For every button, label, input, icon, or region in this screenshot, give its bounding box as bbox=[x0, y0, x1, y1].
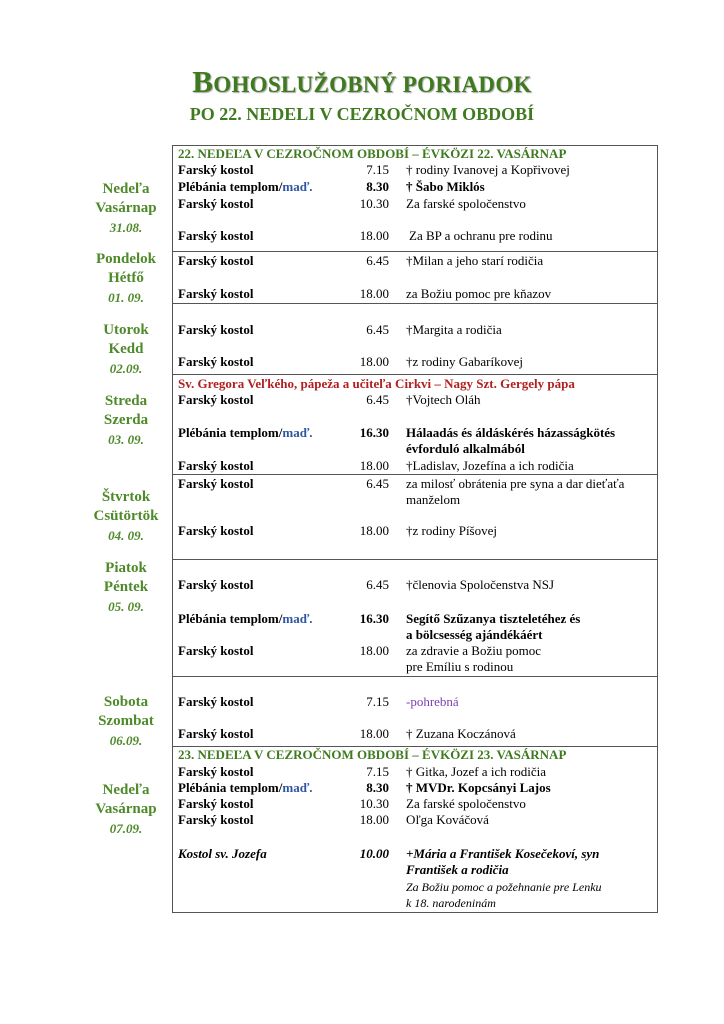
hungarian-label: maď. bbox=[282, 425, 313, 440]
day-hu: Szombat bbox=[98, 713, 154, 729]
mass-intention: pre Emíliu s rodinou bbox=[406, 659, 514, 674]
feast-header: Sv. Gregora Veľkého, pápeža a učiteľa Cirkvi – Nagy Szt. Gergely pápa bbox=[178, 376, 575, 391]
church-name bbox=[178, 780, 312, 796]
row-divider bbox=[173, 374, 657, 375]
mass-time: 18.00 bbox=[359, 458, 389, 473]
mass-intention: František a rodičia bbox=[406, 862, 509, 877]
mass-intention: za Božiu pomoc pre kňazov bbox=[406, 286, 552, 301]
mass-intention: Oľga Kováčová bbox=[406, 812, 489, 827]
church-name: Farský kostol bbox=[178, 392, 254, 407]
mass-row bbox=[173, 862, 657, 878]
mass-time: 7.15 bbox=[366, 764, 389, 779]
mass-intention: +Mária a František Kosečekoví, syn bbox=[406, 846, 600, 861]
mass-intention: évforduló alkalmából bbox=[406, 441, 525, 456]
mass-row bbox=[173, 895, 657, 911]
day-label bbox=[80, 693, 172, 751]
day-sk: Piatok bbox=[105, 560, 147, 576]
mass-intention: Za BP a ochranu pre rodinu bbox=[409, 228, 553, 243]
mass-row bbox=[173, 441, 657, 457]
mass-intention: Za Božiu pomoc a požehnanie pre Lenku bbox=[406, 880, 602, 894]
mass-time: 8.30 bbox=[366, 780, 389, 795]
mass-intention: †z rodiny Gabaríkovej bbox=[406, 354, 523, 369]
day-hu: Hétfő bbox=[108, 270, 144, 286]
day-hu: Vasárnap bbox=[95, 801, 157, 817]
church-name: Farský kostol bbox=[178, 476, 254, 491]
schedule-table bbox=[172, 145, 658, 913]
church-name: Farský kostol bbox=[178, 812, 254, 827]
day-label bbox=[80, 180, 172, 238]
church-name: Farský kostol bbox=[178, 322, 254, 337]
mass-row bbox=[173, 846, 657, 862]
mass-row bbox=[173, 354, 657, 370]
mass-row bbox=[173, 228, 657, 244]
day-date: 01. 09. bbox=[108, 290, 144, 305]
mass-intention: † Šabo Miklós bbox=[406, 179, 485, 194]
day-sk: Nedeľa bbox=[102, 782, 150, 798]
mass-row bbox=[173, 458, 657, 474]
day-hu: Vasárnap bbox=[95, 200, 157, 216]
day-sk: Pondelok bbox=[95, 251, 156, 267]
church-name: Farský kostol bbox=[178, 577, 254, 592]
mass-time: 16.30 bbox=[359, 425, 389, 440]
mass-time: 16.30 bbox=[359, 611, 389, 626]
row-divider bbox=[173, 676, 657, 677]
mass-row bbox=[173, 796, 657, 812]
day-date: 03. 09. bbox=[108, 432, 144, 447]
day-date: 07.09. bbox=[109, 821, 143, 836]
church-name: Farský kostol bbox=[178, 694, 254, 709]
title-initial: B bbox=[192, 64, 214, 99]
mass-intention: †Milan a jeho starí rodičia bbox=[406, 253, 544, 268]
row-divider bbox=[173, 559, 657, 560]
church-name bbox=[178, 611, 312, 627]
day-label bbox=[80, 392, 172, 450]
day-label bbox=[80, 250, 172, 308]
church-name: Farský kostol bbox=[178, 286, 254, 301]
church-name: Farský kostol bbox=[178, 253, 254, 268]
mass-time: 18.00 bbox=[359, 812, 389, 827]
hungarian-label: maď. bbox=[282, 611, 313, 626]
church-name: Farský kostol bbox=[178, 196, 254, 211]
mass-time: 6.45 bbox=[366, 577, 389, 592]
mass-row bbox=[173, 643, 657, 659]
day-label bbox=[80, 488, 172, 546]
hungarian-label: maď. bbox=[282, 179, 313, 194]
day-sk: Utorok bbox=[103, 322, 149, 338]
mass-time: 10.00 bbox=[359, 846, 389, 861]
mass-time: 18.00 bbox=[359, 228, 389, 243]
church-name: Kostol sv. Jozefa bbox=[178, 846, 267, 861]
mass-row bbox=[173, 812, 657, 828]
mass-row bbox=[173, 611, 657, 627]
mass-row bbox=[173, 253, 657, 269]
mass-time: 7.15 bbox=[366, 694, 389, 709]
mass-row bbox=[173, 179, 657, 195]
day-label bbox=[80, 559, 172, 617]
mass-intention: Za farské spoločenstvo bbox=[406, 196, 526, 211]
church-name: Farský kostol bbox=[178, 726, 254, 741]
day-sk: Nedeľa bbox=[102, 181, 150, 197]
mass-row bbox=[173, 694, 657, 710]
day-hu: Péntek bbox=[103, 579, 149, 595]
day-hu: Szerda bbox=[103, 412, 149, 428]
mass-row bbox=[173, 879, 657, 895]
church-name: Farský kostol bbox=[178, 764, 254, 779]
mass-row bbox=[173, 577, 657, 593]
mass-intention: †Margita a rodičia bbox=[406, 322, 502, 337]
mass-intention: za zdravie a Božiu pomoc bbox=[406, 643, 541, 658]
church-name: Farský kostol bbox=[178, 162, 254, 177]
day-label bbox=[80, 321, 172, 379]
mass-time: 8.30 bbox=[366, 179, 389, 194]
church-name: Farský kostol bbox=[178, 354, 254, 369]
church-pleb: Plébánia templom/ bbox=[178, 425, 283, 440]
day-sk: Sobota bbox=[103, 694, 149, 710]
mass-row bbox=[173, 492, 657, 508]
mass-row bbox=[173, 162, 657, 178]
mass-intention: † Zuzana Koczánová bbox=[406, 726, 516, 741]
mass-intention: Hálaadás és áldáskérés házasságkötés bbox=[406, 425, 616, 440]
mass-intention: † rodiny Ivanovej a Kopřivovej bbox=[406, 162, 570, 177]
mass-time: 18.00 bbox=[359, 726, 389, 741]
mass-time: 10.30 bbox=[359, 196, 389, 211]
mass-intention: Segítő Szűzanya tiszteletéhez és bbox=[406, 611, 581, 626]
mass-row bbox=[173, 392, 657, 408]
day-hu: Csütörtök bbox=[93, 508, 159, 524]
page-title bbox=[0, 64, 724, 100]
day-label bbox=[80, 781, 172, 839]
day-date: 04. 09. bbox=[108, 528, 144, 543]
mass-intention: za milosť obrátenia pre syna a dar dieťaťa bbox=[406, 476, 625, 491]
mass-row bbox=[173, 523, 657, 539]
church-name: Farský kostol bbox=[178, 228, 254, 243]
day-sk: Štvrtok bbox=[101, 489, 151, 505]
mass-row bbox=[173, 322, 657, 338]
day-date: 31.08. bbox=[109, 220, 143, 235]
row-divider bbox=[173, 474, 657, 475]
mass-time: 10.30 bbox=[359, 796, 389, 811]
sunday-header: 23. NEDEĽA V CEZROČNOM OBDOBÍ – ÉVKÖZI 23. VASÁRNAP bbox=[178, 747, 567, 762]
mass-row bbox=[173, 425, 657, 441]
mass-row bbox=[173, 780, 657, 796]
church-name bbox=[178, 425, 312, 441]
mass-row bbox=[173, 196, 657, 212]
mass-intention: manželom bbox=[406, 492, 461, 507]
mass-time: 6.45 bbox=[366, 253, 389, 268]
mass-row bbox=[173, 659, 657, 675]
church-name: Farský kostol bbox=[178, 796, 254, 811]
mass-intention: a bölcsesség ajándékáért bbox=[406, 627, 543, 642]
mass-time: 6.45 bbox=[366, 322, 389, 337]
day-hu: Kedd bbox=[108, 341, 144, 357]
day-sk: Streda bbox=[104, 393, 148, 409]
mass-row bbox=[173, 476, 657, 492]
mass-time: 6.45 bbox=[366, 392, 389, 407]
mass-intention: Za farské spoločenstvo bbox=[406, 796, 526, 811]
mass-time: 18.00 bbox=[359, 286, 389, 301]
mass-intention: k 18. narodeninám bbox=[406, 896, 496, 910]
day-date: 05. 09. bbox=[108, 599, 144, 614]
mass-time: 7.15 bbox=[366, 162, 389, 177]
sunday-header: 22. NEDEĽA V CEZROČNOM OBDOBÍ – ÉVKÖZI 22. VASÁRNAP bbox=[178, 146, 567, 161]
mass-intention: †Ladislav, Jozefína a ich rodičia bbox=[406, 458, 574, 473]
mass-intention: † Gitka, Jozef a ich rodičia bbox=[406, 764, 547, 779]
mass-intention: †členovia Spoločenstva NSJ bbox=[406, 577, 555, 592]
church-pleb: Plébánia templom/ bbox=[178, 611, 283, 626]
mass-row bbox=[173, 764, 657, 780]
church-name: Farský kostol bbox=[178, 458, 254, 473]
mass-time: 18.00 bbox=[359, 643, 389, 658]
mass-intention: † MVDr. Kopcsányi Lajos bbox=[406, 780, 551, 795]
mass-row bbox=[173, 726, 657, 742]
mass-time: 6.45 bbox=[366, 476, 389, 491]
church-pleb: Plébánia templom/ bbox=[178, 179, 283, 194]
mass-row bbox=[173, 627, 657, 643]
mass-intention: †z rodiny Píšovej bbox=[406, 523, 497, 538]
mass-time: 18.00 bbox=[359, 354, 389, 369]
church-pleb: Plébánia templom/ bbox=[178, 780, 283, 795]
row-divider bbox=[173, 303, 657, 304]
row-divider bbox=[173, 251, 657, 252]
church-name bbox=[178, 179, 312, 195]
mass-intention: -pohrebná bbox=[406, 694, 459, 709]
page-subtitle: PO 22. NEDELI V CEZROČNOM OBDOBÍ bbox=[189, 104, 535, 124]
day-date: 06.09. bbox=[109, 733, 143, 748]
church-name: Farský kostol bbox=[178, 523, 254, 538]
title-rest: OHOSLUŽOBNÝ PORIADOK bbox=[213, 72, 532, 97]
church-name: Farský kostol bbox=[178, 643, 254, 658]
mass-intention: †Vojtech Oláh bbox=[406, 392, 481, 407]
day-date: 02.09. bbox=[109, 361, 143, 376]
mass-time: 18.00 bbox=[359, 523, 389, 538]
hungarian-label: maď. bbox=[282, 780, 313, 795]
mass-row bbox=[173, 286, 657, 302]
